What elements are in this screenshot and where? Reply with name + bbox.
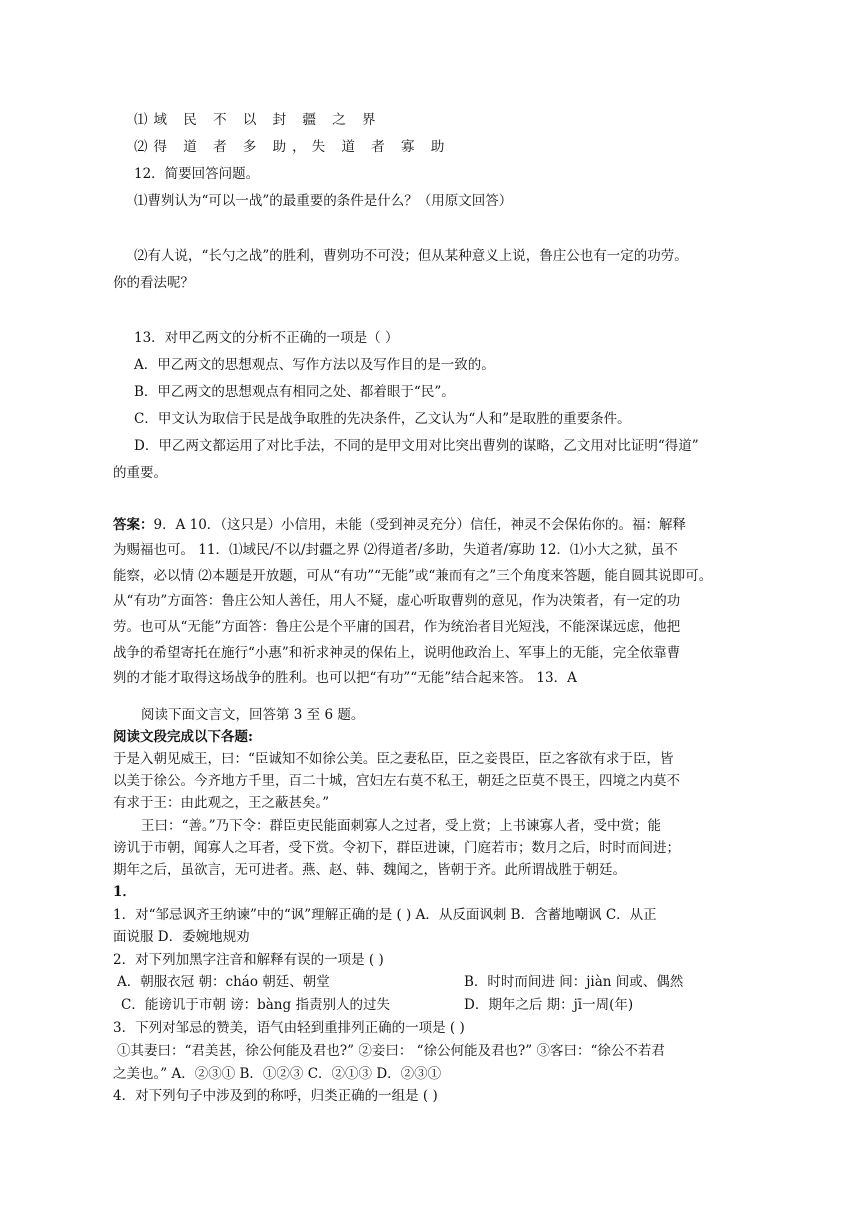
exercise-1-line2: 面说服 D．委婉地规劝 — [113, 929, 250, 945]
q13-option-d-line1: D．甲乙两文都运用了对比手法，不同的是甲文用对比突出曹刿的谋略，乙文用对比证明“得道” — [134, 438, 699, 454]
exercise-2-option-c: C．能谤讥于市朝 谤：bàng 指责别人的过失 — [121, 997, 390, 1013]
exercise-1-line1: 1．对“邹忌讽齐王纳谏”中的“讽”理解正确的是 ( ) A．从反面讽刺 B．含蓄地嘲讽 C．从正 — [113, 907, 657, 923]
passage-p2-line3: 期年之后，虽欲言，无可进者。燕、赵、韩、魏闻之，皆朝于齐。此所谓战胜于朝廷。 — [113, 862, 626, 878]
passage-p1-line3: 有求于王：由此观之，王之蔽甚矣。” — [113, 795, 330, 811]
exercise-2-title: 2．对下列加黑字注音和解释有误的一项是 ( ) — [113, 952, 384, 968]
answer-line-6: 战争的希望寄托在施行“小惠”和祈求神灵的保佑上，说明他政治上、军事上的无能，完全依靠曹 — [113, 645, 681, 661]
reading-heading: 阅读文段完成以下各题: — [113, 729, 253, 745]
exercise-number: 1． — [113, 884, 136, 900]
answer-line-7: 刿的才能才取得这场战争的胜利。也可以把“有功”“无能”结合起来答。 13．A — [113, 670, 577, 686]
q12-item-2-line1: ⑵有人说，“长勺之战”的胜利，曹刿功不可没；但从某种意义上说，鲁庄公也有一定的功劳。 — [134, 248, 688, 264]
exercise-3-line2: 之美也。” A．②③① B．①②③ C．②①③ D．②③① — [113, 1066, 442, 1082]
q13-option-c: C．甲文认为取信于民是战争取胜的先决条件，乙文认为“人和”是取胜的重要条件。 — [134, 411, 631, 427]
q12-item-2-line2: 你的看法呢？ — [113, 275, 194, 291]
q13-option-b: B．甲乙两文的思想观点有相同之处、都着眼于“民”。 — [134, 384, 455, 400]
q13-option-d-line2: 的重要。 — [113, 465, 167, 481]
passage-p1-line2: 以美于徐公。今齐地方千里，百二十城，宫妇左右莫不私王，朝廷之臣莫不畏王，四境之内莫不 — [113, 773, 680, 789]
passage-p1-line1: 于是入朝见威王，曰：“臣诚知不如徐公美。臣之妻私臣，臣之妾畏臣，臣之客欲有求于臣，皆 — [113, 751, 674, 767]
answer-line-4: 从“有功”方面答：鲁庄公知人善任，用人不疑，虚心听取曹刿的意见，作为决策者，有一定的功 — [113, 593, 681, 609]
exercise-2-option-b: B．时时而间进 间：jiàn 间或、偶然 — [464, 974, 684, 990]
q13-option-a: A．甲乙两文的思想观点、写作方法以及写作目的是一致的。 — [134, 357, 495, 373]
exercise-3-title: 3．下列对邹忌的赞美，语气由轻到重排列正确的一项是 ( ) — [113, 1020, 465, 1036]
answer-line-3: 能察，必以情 ⑵本题是开放题，可从“有功”“无能”或“兼而有之”三个角度来答题，能自圆其说即可。 — [113, 568, 713, 584]
exercise-3-line1: ①其妻曰：“君美甚，徐公何能及君也?” ②妾曰： “徐公何能及君也?” ③客曰：“徐公不若君 — [117, 1043, 665, 1059]
q12-item-1: ⑴曹刿认为“可以一战”的最重要的条件是什么？（用原文回答） — [134, 193, 513, 209]
answer-line-1: 答案：9．A 10．（这只是）小信用，未能（受到神灵充分）信任，神灵不会保佑你的。福：解释 — [113, 517, 687, 533]
q13-title: 13．对甲乙两文的分析不正确的一项是（ ） — [134, 330, 399, 346]
q12-title: 12．简要回答问题。 — [134, 166, 260, 182]
reading-intro: 阅读下面文言文，回答第 3 至 6 题。 — [141, 707, 365, 723]
answer-line-5: 劳。也可从“无能”方面答：鲁庄公是个平庸的国君，作为统治者目光短浅，不能深谋远虑，他把 — [113, 619, 681, 635]
q11-item-1: ⑴域 民 不 以 封 疆 之 界 — [134, 112, 382, 128]
answer-label: 答案： — [113, 517, 154, 533]
q11-item-2: ⑵得 道 者 多 助，失 道 者 寡 助 — [134, 139, 451, 155]
exercise-2-option-d: D．期年之后 期：jī一周(年) — [464, 997, 634, 1013]
answer-line-2: 为赐福也可。 11．⑴域民/不以/封疆之界 ⑵得道者/多助，失道者/寡助 12．⑴小大之狱，虽不 — [113, 542, 678, 558]
passage-p2-line1: 王曰：“善。”乃下令：群臣吏民能面刺寡人之过者，受上赏；上书谏寡人者，受中赏；能 — [141, 818, 662, 834]
exercise-4-title: 4．对下列句子中涉及到的称呼，归类正确的一组是 ( ) — [113, 1088, 438, 1104]
exercise-2-option-a: A．朝服衣冠 朝：cháo 朝廷、朝堂 — [117, 974, 330, 990]
passage-p2-line2: 谤讥于市朝，闻寡人之耳者，受下赏。令初下，群臣进谏，门庭若市；数月之后，时时而间进； — [113, 840, 680, 856]
